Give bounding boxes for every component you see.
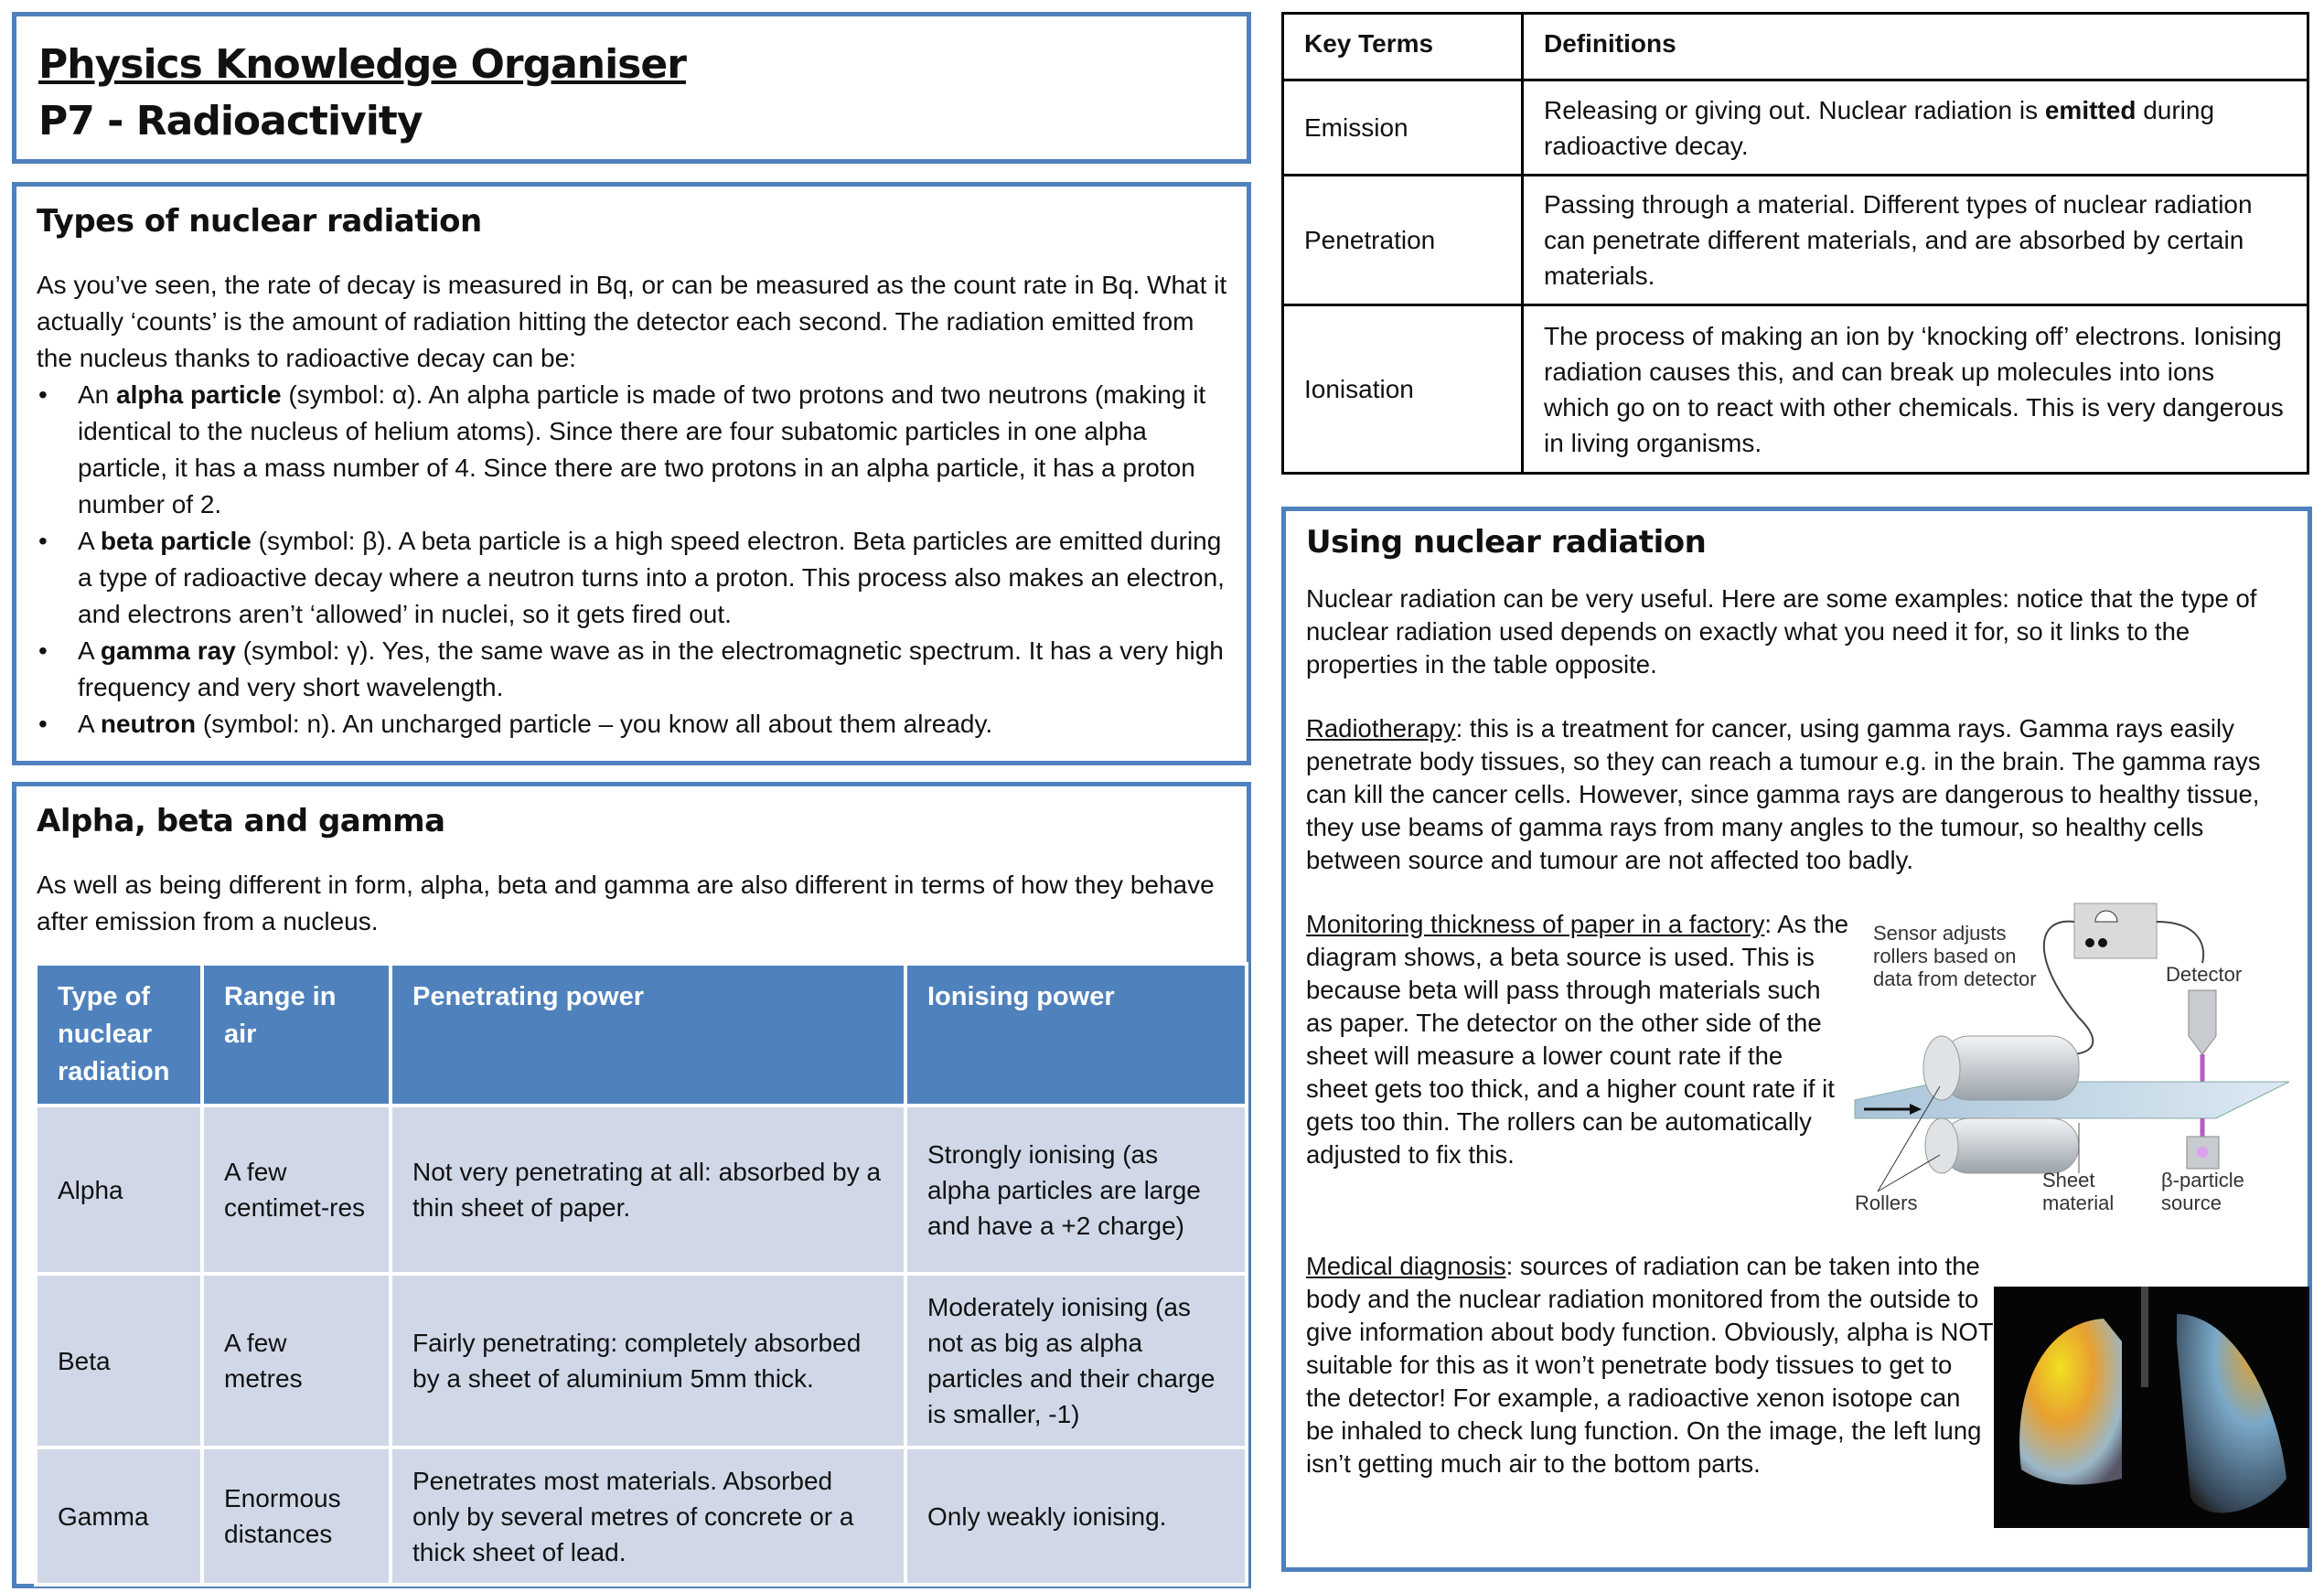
abg-intro: As well as being different in form, alpha, beta and gamma are also different in terms of how they behave after emission from a nucleus. [37,871,1215,935]
key-terms-table [1281,12,2309,475]
diagram-rollers: Rollers [1855,1191,1918,1214]
bullet-bold: neutron [100,710,197,738]
definition-pre: The process of making an ion by ‘knocking off’ electrons. Ionising radiation causes this, and can break up molecules into ions which go on to react with other chemicals. This is very dangerous in living organisms. [1544,321,2284,457]
table-header-cell: Ionising power [905,964,1247,1106]
types-list [37,377,1228,743]
bullet-pre: A [78,527,101,555]
table-cell: Strongly ionising (as alpha particles are large and have a +2 charge) [905,1106,1247,1274]
types-bullet [37,706,1228,743]
diagram-sensor-3: data from detector [1873,967,2037,990]
medical-text: : sources of radiation can be taken into the body and the nuclear radiation monitored from the outside to give information about body function. Obviously, alpha is NOT suitable for this as it won’t penetrate body tissues to get to the detector! For example, a radioactive xenon isotope can be inhaled to check lung function. On the image, the left lung isn’t getting much air to the bottom parts. [1306,1252,1994,1478]
table-header-cell: Penetrating power [391,964,905,1106]
bullet-pre: An [78,380,117,409]
bullet-post: (symbol: β). A beta particle is a high speed electron. Beta particles are emitted during a type of radioactive decay where a neutron turns into a proton. This process also makes an electron, and electrons aren’t ‘allowed’ in nuclei, so it gets fired out. [78,527,1225,628]
title-line2: P7 - Radioactivity [38,98,423,144]
table-cell: Alpha [36,1106,202,1274]
title-panel [12,12,1251,164]
abg-heading: Alpha, beta and gamma [37,803,445,839]
bullet-bold: beta particle [100,527,252,555]
table-cell: A few metres [202,1274,391,1448]
table-cell: Beta [36,1274,202,1448]
bullet-post: (symbol: α). An alpha particle is made of two protons and two neutrons (making it identical to the nucleus of helium atoms). Since there are four subatomic particles in one alpha particle, it has a mass number of 4. Since there are two protons in an alpha particle, it has a proton number of 2. [78,380,1206,518]
rollers-diagram-image [1850,890,2298,1219]
table-header-cell: Range in air [202,964,391,1106]
medical-title: Medical diagnosis [1306,1252,1506,1280]
definition-pre: Passing through a material. Different types of nuclear radiation can penetrate different materials, and are absorbed by certain materials. [1544,190,2253,290]
table-header-cell: Type of nuclear radiation [36,964,202,1106]
table-row [36,1106,1247,1274]
diagram-sheet-2: material [2042,1191,2115,1214]
paper-title: Monitoring thickness of paper in a factory [1306,910,1765,938]
using-panel [1281,507,2312,1572]
kt-header-def: Definitions [1523,14,2308,80]
paper-diagram [1850,890,2298,1219]
types-bullet [37,633,1228,706]
key-definition [1523,80,2308,176]
bullet-bold: gamma ray [100,636,236,665]
definition-bold: emitted [2044,95,2137,124]
table-cell: Enormous distances [202,1448,391,1585]
key-term-row [1283,305,2308,474]
kt-header-term: Key Terms [1283,14,1523,80]
diagram-sheet-1: Sheet [2042,1169,2095,1191]
types-bullet [37,377,1228,523]
radiotherapy-para [1306,712,2289,877]
lung-image-icon [1994,1287,2309,1528]
using-intro: Nuclear radiation can be very useful. Here are some examples: notice that the type of nuclear radiation used depends on exactly what you need it for, so it links to the properties in the table opposite. [1306,584,2257,678]
table-cell: Not very penetrating at all: absorbed by a thin sheet of paper. [391,1106,905,1274]
using-heading: Using nuclear radiation [1306,524,1707,561]
key-term: Emission [1283,80,1523,176]
paper-text: : As the diagram shows, a beta source is used. This is because beta will pass through materials such as paper. The detector on the other side of the sheet will measure a lower count rate if the sheet gets too thick, and a higher count rate if it gets too thin. The rollers can be automatically adjusted to fix this. [1306,910,1849,1169]
key-term-row [1283,80,2308,176]
table-row [36,1448,1247,1585]
bullet-pre: A [78,710,101,738]
key-definition [1523,176,2308,305]
title-line1: Physics Knowledge Organiser [38,41,686,88]
definition-pre: Releasing or giving out. Nuclear radiation is [1544,95,2045,124]
types-bullet [37,523,1228,633]
table-row [36,1274,1247,1448]
table-cell: Gamma [36,1448,202,1585]
definition-post: during radioactive decay. [1544,95,2215,160]
diagram-sensor-2: rollers based on [1873,945,2017,967]
key-term-row [1283,176,2308,305]
types-intro: As you’ve seen, the rate of decay is measured in Bq, or can be measured as the count rate in Bq. What it actually ‘counts’ is the amount of radiation hitting the detector each second. The radiation emitted from the nucleus thanks to radioactive decay can be: [37,271,1227,372]
types-heading: Types of nuclear radiation [37,203,482,240]
types-panel [12,182,1251,765]
radiation-table [34,962,1248,1587]
radiotherapy-text: : this is a treatment for cancer, using gamma rays. Gamma rays easily penetrate body tissues, so they can reach a tumour e.g. in the brain. The gamma rays can kill the cancer cells. However, since gamma rays are dangerous to healthy tissue, they use beams of gamma rays from many angles to the tumour, so healthy cells between source and tumour are not affected too badly. [1306,714,2261,874]
diagram-source-2: source [2161,1191,2222,1214]
table-cell: Moderately ionising (as not as big as alpha particles and their charge is smaller, -1) [905,1274,1247,1448]
diagram-sensor-1: Sensor adjusts [1873,922,2007,945]
table-cell: Only weakly ionising. [905,1448,1247,1585]
page-title [38,37,1247,150]
abg-panel [12,782,1251,1588]
table-cell: Penetrates most materials. Absorbed only by several metres of concrete or a thick sheet of lead. [391,1448,905,1585]
diagram-source-1: β-particle [2161,1169,2244,1191]
bullet-post: (symbol: n). An uncharged particle – you know all about them already. [196,710,993,738]
key-term: Penetration [1283,176,1523,305]
lung-scan-image [1994,1287,2309,1528]
radiotherapy-title: Radiotherapy [1306,714,1456,743]
table-cell: A few centimet-res [202,1106,391,1274]
bullet-pre: A [78,636,101,665]
bullet-post: (symbol: γ). Yes, the same wave as in the electromagnetic spectrum. It has a very high frequency and very short wavelength. [78,636,1224,701]
diagram-detector: Detector [2166,963,2243,986]
key-term: Ionisation [1283,305,1523,474]
bullet-bold: alpha particle [116,380,282,409]
table-cell: Fairly penetrating: completely absorbed by a sheet of aluminium 5mm thick. [391,1274,905,1448]
key-definition [1523,305,2308,474]
